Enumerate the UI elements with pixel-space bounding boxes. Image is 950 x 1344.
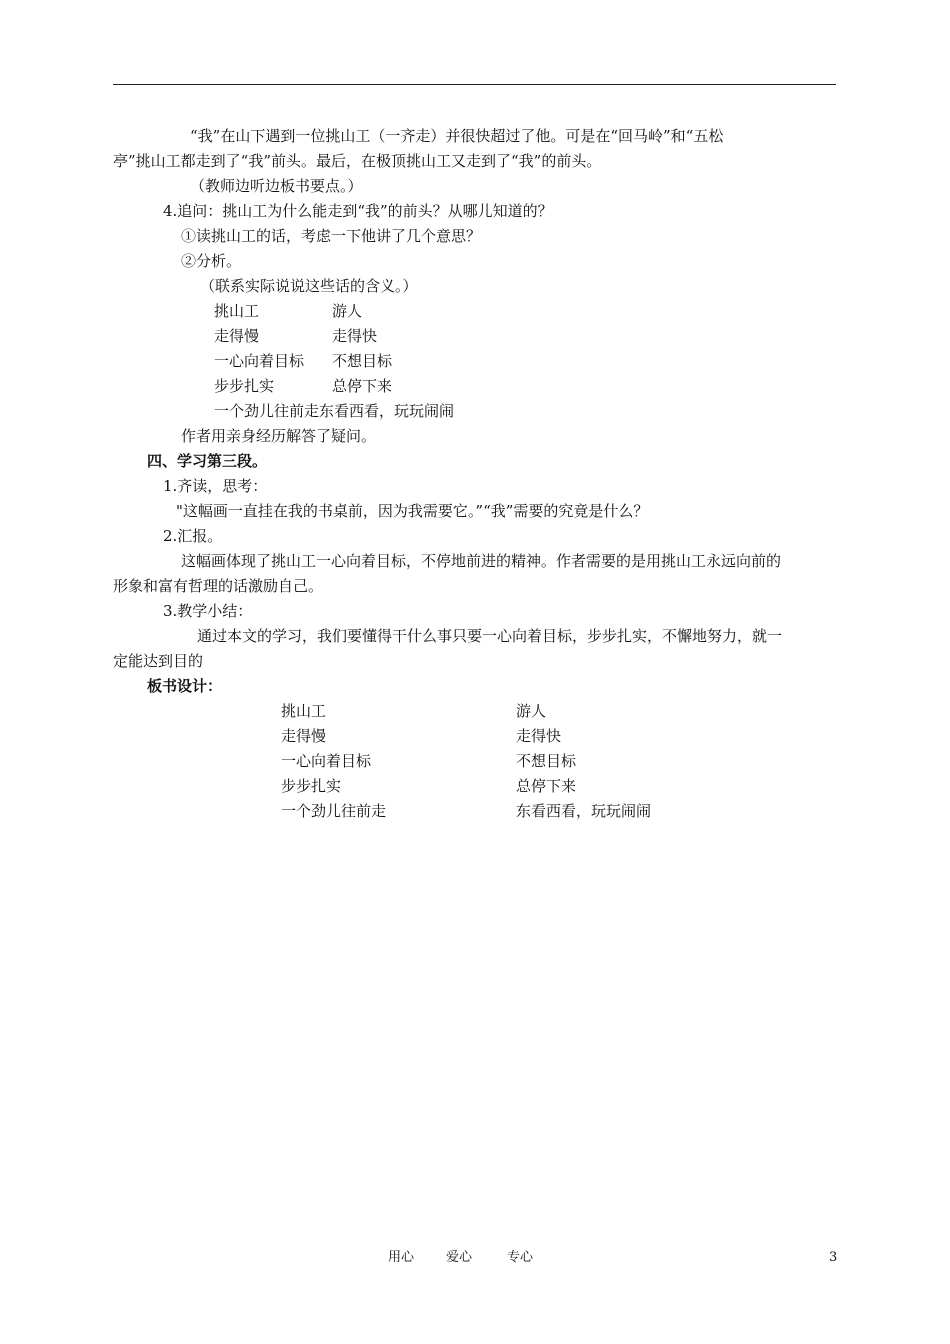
quote: "这幅画一直挂在我的书桌前，因为我需要它。”“我”需要的究竟是什么？ — [176, 502, 649, 520]
board-right: 游人 — [516, 702, 547, 720]
board-left: 挑山工 — [281, 702, 327, 720]
compare-last-row: 一个劲儿往前走东看西看，玩玩闹闹 — [214, 402, 455, 420]
section-item: 3.教学小结： — [163, 602, 253, 620]
board-left: 步步扎实 — [281, 777, 342, 795]
board-left: 一个劲儿往前走 — [281, 802, 387, 820]
teacher-note: （教师边听边板书要点。） — [190, 177, 363, 195]
compare-right: 不想目标 — [332, 352, 393, 370]
compare-right: 走得快 — [332, 327, 378, 345]
board-right: 走得快 — [516, 727, 562, 745]
page-number: 3 — [829, 1250, 838, 1265]
paragraph-line: 定能达到目的 — [113, 652, 204, 670]
footer-motto-3: 专心 — [507, 1250, 534, 1265]
paragraph-line: 这幅画体现了挑山工一心向着目标，不停地前进的精神。作者需要的是用挑山工永远向前的 — [181, 552, 782, 570]
board-right: 不想目标 — [516, 752, 577, 770]
compare-left: 挑山工 — [214, 302, 260, 320]
sub-item: ②分析。 — [181, 252, 242, 270]
paragraph-line: 形象和富有哲理的话激励自己。 — [113, 577, 324, 595]
paragraph-line: 亭”挑山工都走到了“我”前头。最后，在极顶挑山工又走到了“我”的前头。 — [113, 152, 602, 170]
paragraph-line: 通过本文的学习，我们要懂得干什么事只要一心向着目标，步步扎实，不懈地努力，就一 — [197, 627, 783, 645]
board-title: 板书设计： — [147, 677, 223, 695]
board-left: 走得慢 — [281, 727, 327, 745]
section-heading: 四、学习第三段。 — [147, 452, 268, 470]
section-item: 2.汇报。 — [163, 527, 223, 545]
paragraph-line: “我”在山下遇到一位挑山工（一齐走）并很快超过了他。可是在“回马岭”和“五松 — [190, 127, 724, 145]
section-item: 1.齐读，思考： — [163, 477, 268, 495]
board-left: 一心向着目标 — [281, 752, 372, 770]
compare-left: 一心向着目标 — [214, 352, 305, 370]
compare-right: 游人 — [332, 302, 363, 320]
footer-motto-1: 用心 — [388, 1250, 415, 1265]
compare-left: 走得慢 — [214, 327, 260, 345]
compare-left: 步步扎实 — [214, 377, 275, 395]
question-item: 4.追问：挑山工为什么能走到“我”的前头？从哪儿知道的？ — [163, 202, 553, 220]
compare-right: 总停下来 — [332, 377, 393, 395]
teacher-note: （联系实际说说这些话的含义。） — [200, 277, 418, 295]
footer-motto-2: 爱心 — [446, 1250, 473, 1265]
board-right: 总停下来 — [516, 777, 577, 795]
board-right: 东看西看，玩玩闹闹 — [516, 802, 652, 820]
header-rule — [113, 84, 836, 85]
conclusion: 作者用亲身经历解答了疑问。 — [181, 427, 377, 445]
sub-item: ①读挑山工的话，考虑一下他讲了几个意思？ — [181, 227, 482, 245]
